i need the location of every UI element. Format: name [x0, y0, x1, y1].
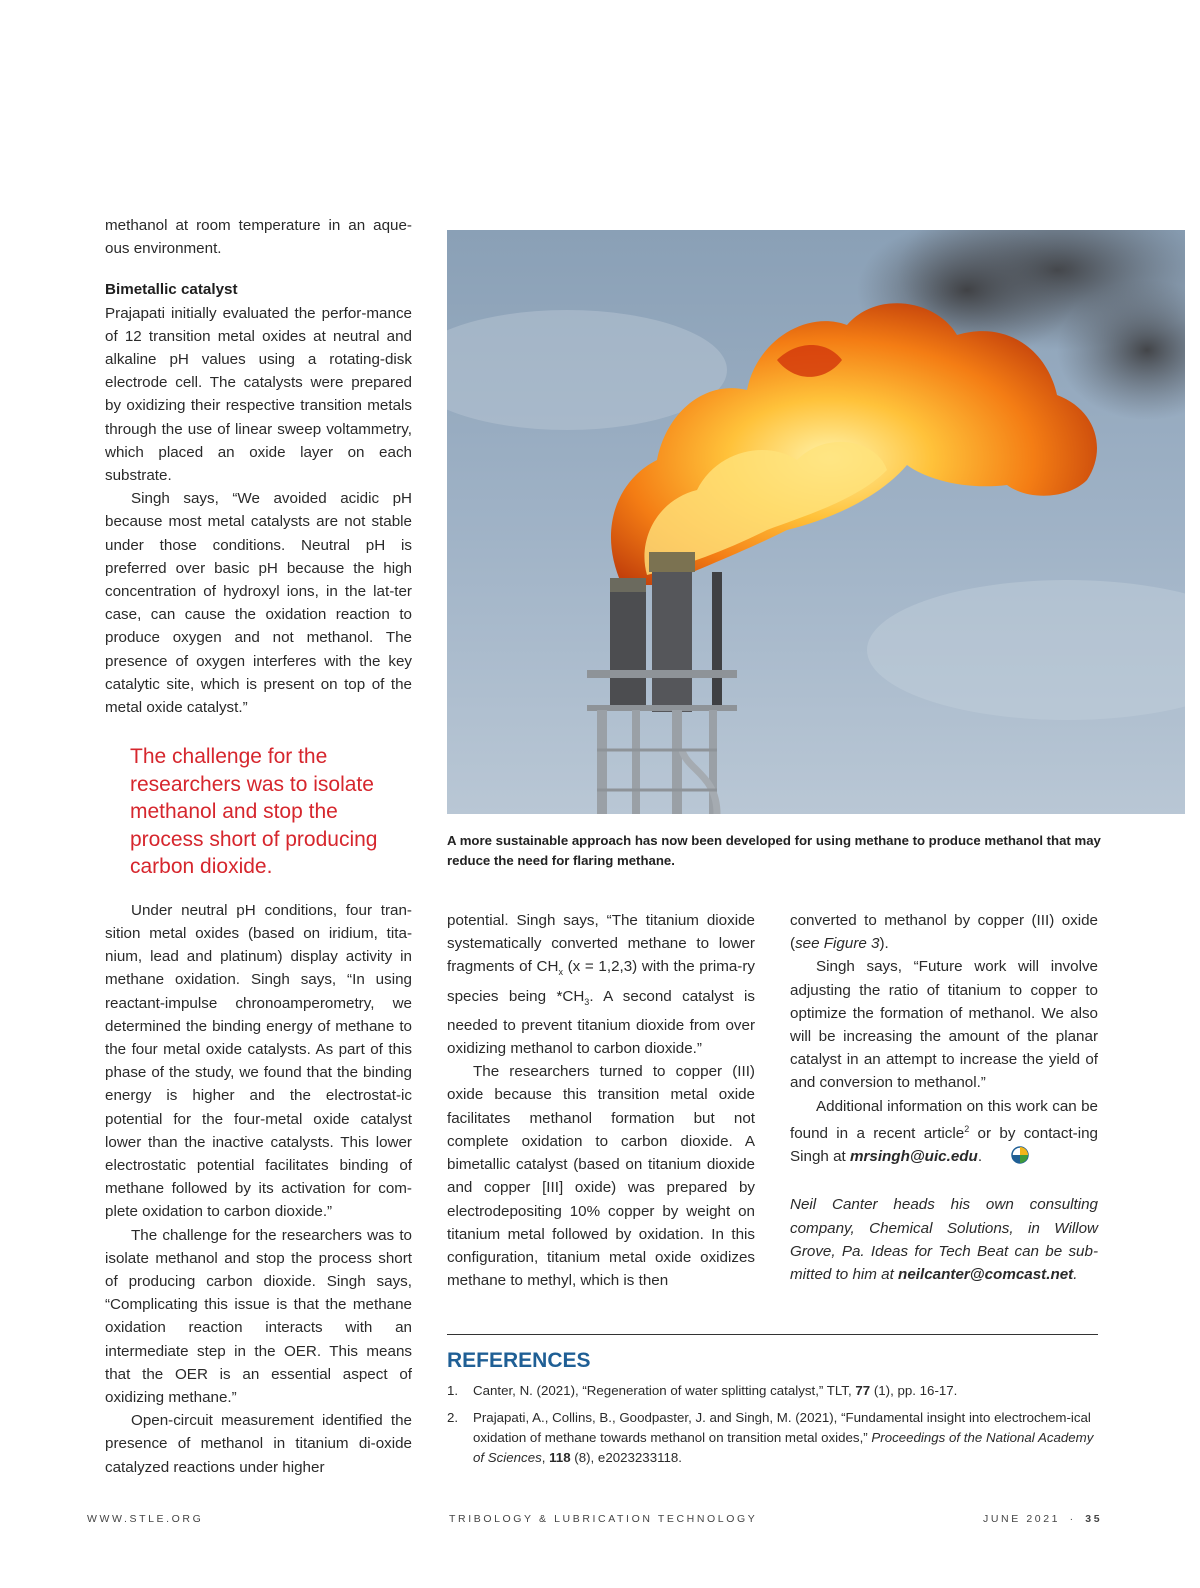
pull-quote: The challenge for the researchers was to isolate methanol and stop the process short of producing carbon dioxide.	[130, 745, 378, 879]
gas-flare-photo	[447, 230, 1185, 814]
figure-reference: see Figure 3	[795, 935, 880, 953]
body-paragraph: Prajapati initially evaluated the perfor-mance of 12 transition metal oxides at neutral and alkaline pH values using a rotating-disk electrode cell. The catalysts were prepared by oxidizing their respective transition metals through the use of linear sweep voltammetry, which placed an oxide layer on each substrate.	[105, 304, 412, 485]
references-list	[447, 1381, 1098, 1475]
references-heading: REFERENCES	[447, 1349, 591, 1372]
body-paragraph: methanol at room temperature in an aque-ous environment.	[105, 217, 412, 258]
author-bio: Neil Canter heads his own consulting company, Chemical Solutions, in Willow Grove, Pa. Ideas for Tech Beat can be sub-mitted to him at neilcanter@comcast.net.	[790, 1196, 1098, 1283]
photo-caption: A more sustainable approach has now been developed for using methane to produce methanol that may reduce the need for flaring methane.	[447, 833, 1101, 868]
body-paragraph: Singh says, “We avoided acidic pH because most metal catalysts are not stable under those conditions. Neutral pH is preferred over basic pH because the high concentration of hydroxyl ions, in the lat-ter case, can cause the oxidation reaction to produce oxygen and not methanol. The presence of oxygen interferes with the key catalytic site, which is present on top of the metal oxide catalyst.”	[105, 490, 412, 717]
body-paragraph: converted to methanol by copper (III) oxide (see Figure 3).	[790, 912, 1098, 953]
page-number: 35	[1085, 1513, 1103, 1525]
reference-item: 1. Canter, N. (2021), “Regeneration of water splitting catalyst,” TLT, 77 (1), pp. 16-17.	[447, 1383, 958, 1398]
section-subhead: Bimetallic catalyst	[105, 281, 238, 299]
body-paragraph: Open-circuit measurement identified the presence of methanol in titanium di-oxide catalyzed reactions under higher	[105, 1412, 412, 1476]
body-paragraph: The challenge for the researchers was to isolate methanol and stop the process short of producing carbon dioxide. Singh says, “Complicating this issue is that the methane oxidation reaction interacts with an intermediate step in the OER. This means that the OER is an essential aspect of oxidizing methane.”	[105, 1226, 412, 1407]
footer-publication: TRIBOLOGY & LUBRICATION TECHNOLOGY	[449, 1513, 758, 1525]
body-paragraph: The researchers turned to copper (III) oxide because this transition metal oxide facilitates methanol formation but not complete oxidation to carbon dioxide. A bimetallic catalyst (based on titanium dioxide and copper [III] oxide) was prepared by electrodepositing 10% copper by weight on titanium metal followed by oxidation. In this configuration, titanium metal oxide oxidizes methane to methyl, which is then	[447, 1063, 755, 1290]
body-paragraph: Under neutral pH conditions, four tran-sition metal oxides (based on iridium, tita-nium, lead and platinum) display activity in methane oxidation. Singh says, “In using reactant-impulse chronoamperometry, we determined the binding energy of methane to the four metal oxide catalysts. As part of this phase of the study, we found that the binding energy is higher and the electrostat-ic potential for the four-metal oxide catalyst lower than the inactive catalysts. This lower electrostatic potential facilitates binding of methane followed by its activation for com-plete oxidation to carbon dioxide.”	[105, 901, 412, 1221]
footer-date: JUNE 2021 · 35	[983, 1513, 1103, 1525]
footer-website: WWW.STLE.ORG	[87, 1513, 204, 1525]
body-paragraph: Singh says, “Future work will involve adjusting the ratio of titanium to copper to optimize the formation of methanol. We also will be increasing the amount of the planar catalyst in an attempt to increase the yield of and conversion to methanol.”	[790, 958, 1098, 1092]
left-column	[105, 214, 412, 1479]
references-divider	[447, 1334, 1098, 1335]
contact-email-link[interactable]: neilcanter@comcast.net	[898, 1265, 1074, 1283]
author-email-link[interactable]: mrsingh@uic.edu	[849, 1148, 978, 1166]
reference-item: 2. Prajapati, A., Collins, B., Goodpaster, J. and Singh, M. (2021), “Fundamental insight into electrochem-ical oxidation of methane towards methanol on transition metal oxides,” Proceedings of the National Academy of Sciences, 118 (8), e2023233118.	[447, 1410, 1094, 1465]
right-column	[790, 909, 1098, 1286]
stle-end-mark-icon	[985, 1146, 1029, 1171]
body-paragraph: Additional information on this work can be found in a recent article$^2$ or by contact-ing Singh at mrsingh@uic.edu.	[790, 1095, 1098, 1172]
middle-column	[447, 909, 755, 1292]
body-paragraph: potential. Singh says, “The titanium dioxide systematically converted methane to lower fragments of $CH_x$ (x = 1,2,3) with the prima-ry species being $*CH_3$. A second catalyst is needed to prevent titanium dioxide from over oxidizing methanol to carbon dioxide.”	[447, 912, 755, 1058]
